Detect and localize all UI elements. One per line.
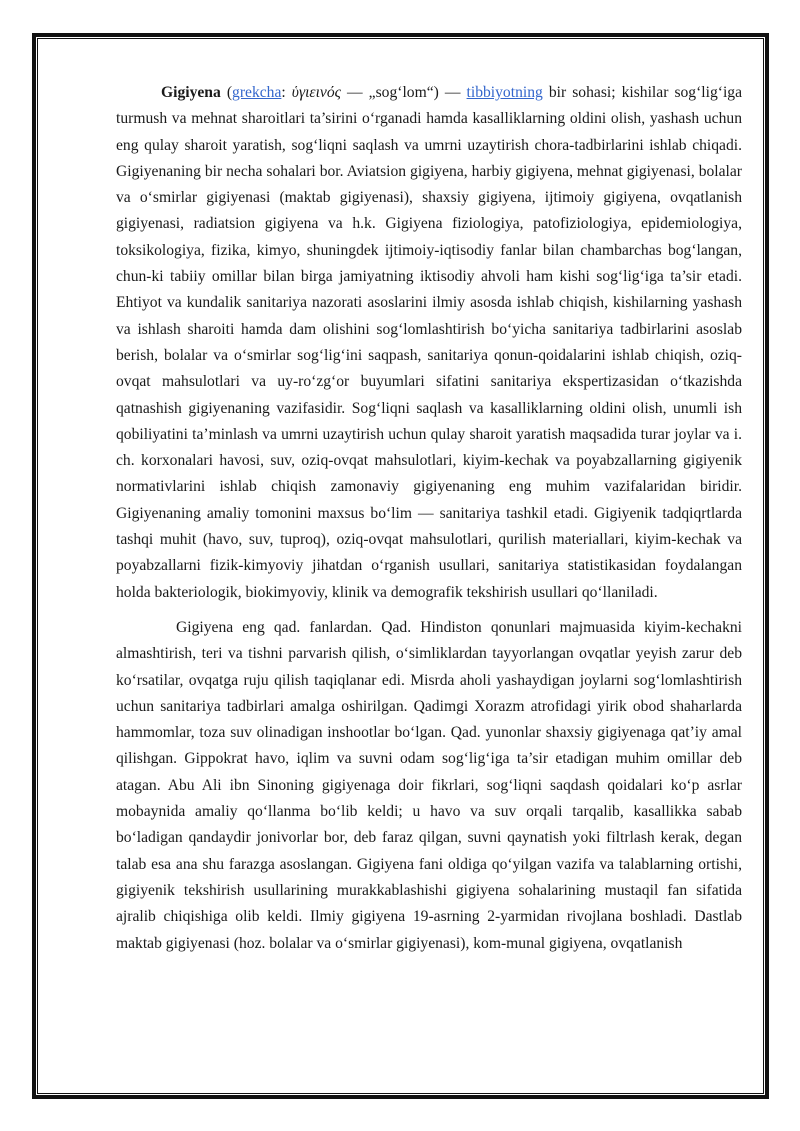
- greek-word: ὑγιεινός: [291, 84, 341, 101]
- document-body: [116, 80, 742, 957]
- paragraph-2: Gigiyena eng qad. fanlardan. Qad. Hindiston qonunlari majmuasida kiyim-kechakni almashtirish, teri va tishni parvarish qilish, o‘simliklardan tayyorlangan ovqatlar yeyish zarur deb ko‘rsatilar, ovqatga ruju qilish taqiqlanar edi. Misrda aholi yashaydigan joylarni sog‘lomlashtirish uchun sanitariya tadbirlari amalga oshirilgan. Qadimgi Xorazm atrofidagi yirik obod shaharlarda hammomlar, toza suv olinadigan inshootlar bo‘lgan. Qad. yunonlar shaxsiy gigiyenaga qat’iy amal qilishgan. Gippokrat havo, iqlim va suvni odam sog‘lig‘iga ta’sir etadigan muhim omillar deb atagan. Abu Ali ibn Sinoning gigiyenaga doir fikrlari, sog‘liqni saqdash qoidalari ko‘p asrlar mobaynida amaliy qo‘llanma bo‘lib keldi; u havo va suv orqali tarqalib, kasallikka sabab bo‘ladigan qandaydir jonivorlar bor, deb faraz qilgan, suvni qaynatish yoki filtrlash kerak, degan talab esa ana shu farazga asoslangan. Gigiyena fani oldiga qo‘yilgan vazifa va talablarning ortishi, gigiyenik tekshirish usullarining murakkablashishi gigiyena sohalarining mustaqil fan sifatida ajralib chiqishiga olib keldi. Ilmiy gigiyena 19-asrning 2-yarmidan rivojlana boshladi. Dastlab maktab gigiyenasi (hoz. bolalar va o‘smirlar gigiyenasi), kom-munal gigiyena, ovqatlanish: [116, 618, 742, 952]
- link-grekcha[interactable]: grekcha: [232, 84, 282, 101]
- meaning-text: — „sog‘lom“) —: [340, 84, 467, 101]
- paragraph-1: [116, 80, 742, 606]
- paragraph-1-text: bir sohasi; kishilar sog‘lig‘iga turmush va mehnat sharoitlari ta’sirini o‘rganadi hamda kasalliklarning oldini olish, yashash uchun eng qulay sharoit yaratish, sog‘liqni saqlash va umrni uzaytirish chora-tadbirlarini ishlab chiqadi. Gigiyenaning bir necha sohalari bor. Aviatsion gigiyena, harbiy gigiyena, mehnat gigiyenasi, bolalar va o‘smirlar gigiyenasi (maktab gigiyenasi), shaxsiy gigiyena, ijtimoiy gigiyena, ovqatlanish gigiyenasi, radiatsion gigiyena va h.k. Gigiyena fiziologiya, patofiziologiya, epidemiologiya, toksikologiya, fizika, kimyo, shuningdek ijtimoiy-iqtisodiy fanlar bilan chambarchas bog‘langan, chun-ki tabiiy omillar bilan birga jamiyatning iktisodiy ahvoli ham kishi sog‘lig‘iga ta’sir etadi. Ehtiyot va kundalik sanitariya nazorati asoslarini ilmiy asosda ishlab chiqish, kishilarning yashash va ishlash sharoiti hamda dam olishini sog‘lomlashtirish bo‘yicha sanitariya tadbirlarini asoslab berish, bolalar va o‘smirlar sog‘lig‘ini saqpash, sanitariya qonun-qoidalarini ishlab chiqish, oziq-ovqat mahsulotlari va uy-ro‘zg‘or buyumlari sifatini sanitariya ekspertizasidan o‘tkazishda qatnashish gigiyenaning vazifasidir. Sog‘liqni saqlash va kasalliklarning oldini olish, unumli ish qobiliyatini ta’minlash va umrni uzaytirish uchun qulay sharoit yaratish maqsadida turar joylar va i. ch. korxonalari havosi, suv, oziq-ovqat mahsulotlari, kiyim-kechak va poyabzallarning gigiyenik normativlarini ishlab chiqish zamonaviy gigiyenaning eng muhim vazifalaridan biridir. Gigiyenaning amaliy tomonini maxsus bo‘lim — sanitariya tashkil etadi. Gigiyenik tadqiqrtlarda tashqi muhit (havo, suv, tuproq), oziq-ovqat mahsulotlari, qurilish materiallari, kiyim-kechak va poyabzallarni fizik-kimyoviy jihatdan o‘rganish usullari, sanitariya statistikasidan foydalangan holda bakteriologik, biokimyoviy, klinik va demografik tekshirish usullari qo‘llaniladi.: [116, 84, 743, 601]
- colon: :: [281, 84, 292, 101]
- open-paren: (: [220, 84, 233, 101]
- term-heading: Gigiyena: [161, 84, 221, 101]
- link-tibbiyotning[interactable]: tibbiyotning: [466, 84, 543, 101]
